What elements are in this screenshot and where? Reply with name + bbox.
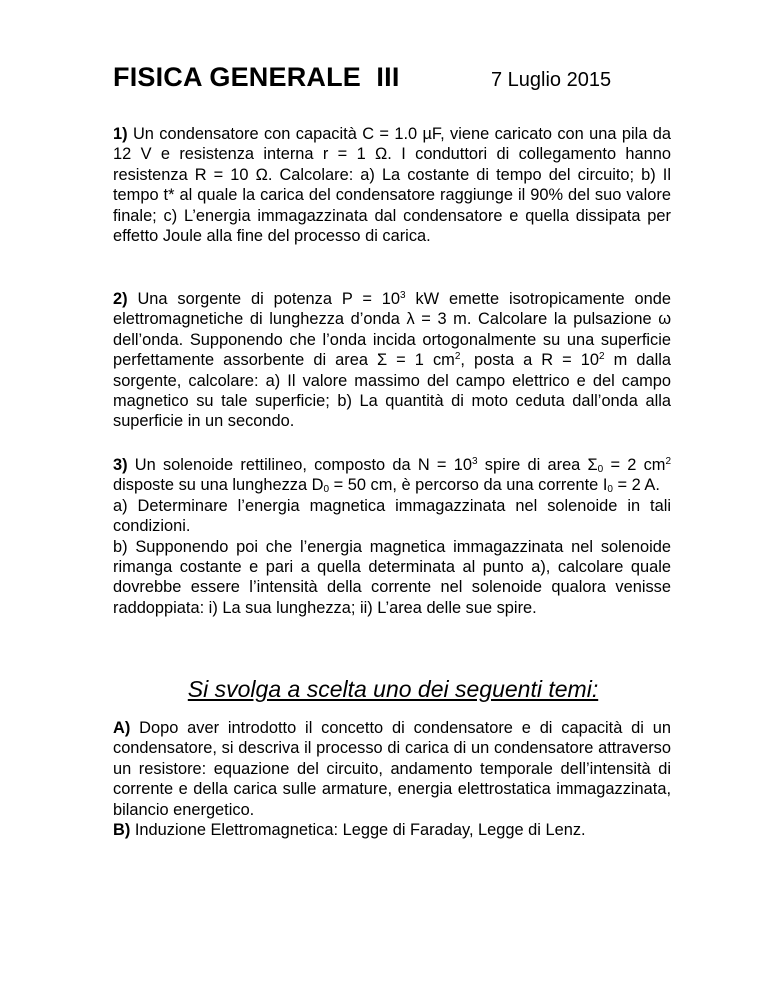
problem-2-sup-3: 2 — [599, 351, 605, 363]
theme-a — [113, 718, 671, 820]
problem-3-text-1: Un solenoide rettilineo, composto da N = 10 — [127, 456, 472, 474]
problem-3-text-6: = 2 A. — [612, 476, 660, 495]
problem-3-number: 3) — [113, 456, 128, 474]
problem-1-text — [113, 124, 671, 246]
theme-a-label: A) — [113, 719, 131, 737]
problem-3-text — [113, 455, 671, 496]
problem-2 — [113, 289, 671, 432]
problem-2-text-2: kW emette isotropicamente onde elettromagnetiche di lunghezza d’onda λ = 3 m. Calcolare la pulsazione ω dell’onda. Supponendo che l’onda incida ortogonalmente su una superficie perfettamente assorbente di area Σ = 1 cm — [113, 290, 671, 370]
problem-3-text-3: = 2 cm — [603, 456, 666, 474]
problem-1 — [113, 124, 671, 246]
problem-3-text-4: disposte su una lunghezza D — [113, 476, 324, 495]
problem-2-sup-1: 3 — [400, 290, 406, 301]
problem-3-sub-1: 0 — [597, 464, 604, 475]
problem-1-number: 1) — [113, 125, 128, 143]
problem-3-sub-2: 0 — [323, 484, 330, 496]
themes-heading: Si svolga a scelta uno dei seguenti temi: — [187, 676, 599, 702]
theme-b — [113, 820, 671, 840]
problem-2-text-3: , posta a R = 10 — [460, 351, 600, 370]
problem-2-text-1: Una sorgente di potenza P = 10 — [127, 290, 401, 308]
problem-1-body: Un condensatore con capacità C = 1.0 µF, viene caricato con una pila da 12 V e resistenza interna r = 1 Ω. I conduttori di collegamento hanno resistenza R = 10 Ω. Calcolare: a) La costante di tempo del circuito; b) Il tempo t* al quale la carica del condensatore raggiunge il 90% del suo valore finale; c) L’energia immagazzinata dal condensatore e quella dissipata per effetto Joule alla fine del processo di carica. — [113, 125, 671, 246]
theme-a-text: Dopo aver introdotto il concetto di condensatore e di capacità di un condensatore, si descriva il processo di carica di un condensatore attraverso un resistore: equazione del circuito, andamento temporale dell’intensità di corrente e della carica sulle armature, energia elettrostatica immagazzinata, bilancio energetico. — [113, 719, 671, 819]
problem-2-text — [113, 289, 671, 432]
themes-list — [113, 718, 671, 840]
problem-3 — [113, 455, 671, 618]
problem-2-sup-2: 2 — [454, 351, 461, 363]
problem-3-part-a: a) Determinare l’energia magnetica immagazzinata nel solenoide in tali condizioni. — [113, 496, 671, 536]
problem-3-text-2: spire di area Σ — [477, 456, 598, 474]
theme-b-label: B) — [113, 821, 131, 840]
problem-3-sup-1: 3 — [471, 456, 478, 467]
theme-b-text: Induzione Elettromagnetica: Legge di Faraday, Legge di Lenz. — [130, 821, 586, 840]
problem-3-sup-2: 2 — [665, 456, 672, 467]
problem-2-text-4: m dalla sorgente, calcolare: a) Il valore massimo del campo elettrico e del campo magnetico su tale superficie; b) La quantità di moto ceduta dall’onda alla superficie in un secondo. — [113, 351, 671, 431]
problem-3-part-b: b) Supponendo poi che l’energia magnetica immagazzinata nel solenoide rimanga costante e pari a quella determinata al punto a), calcolare quale dovrebbe essere l’intensità della corrente nel solenoide qualora venisse raddoppiata: i) La sua lunghezza; ii) L’area delle sue spire. — [113, 537, 671, 617]
problem-3-text-5: = 50 cm, è percorso da una corrente I — [329, 476, 608, 495]
problem-3-sub-3: 0 — [607, 484, 613, 496]
problem-2-number: 2) — [113, 290, 128, 308]
exam-title: FISICA GENERALE III — [113, 62, 400, 92]
exam-header — [113, 62, 673, 102]
exam-date: 7 Luglio 2015 — [491, 69, 612, 91]
